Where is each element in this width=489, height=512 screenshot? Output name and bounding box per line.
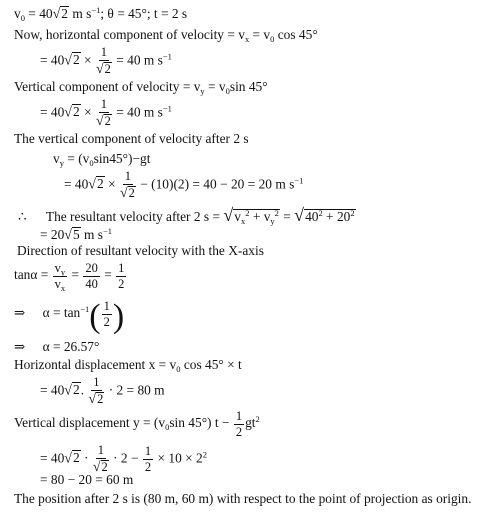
fraction: $\frac{1}{√2}$ bbox=[88, 375, 104, 407]
vertical-after-2s-heading: The vertical component of velocity after 2 s bbox=[14, 131, 249, 146]
direction-heading: Direction of resultant velocity with the X-axis bbox=[17, 243, 264, 258]
vertical-component-calc: = 40√2 × $\frac{1}{√2}$ = 40 m $s^{-1}$ bbox=[40, 97, 172, 129]
horizontal-component-line: Now, horizontal component of velocity = $v_x = v_0$ cos 45° bbox=[14, 27, 318, 44]
resultant-velocity-line: ∴ The resultant velocity after 2 $s = √v_x^2 + v_y^2 = √40^2 + 20^2$ bbox=[18, 205, 355, 226]
fraction: $\frac{1}{√2}$ bbox=[95, 45, 111, 77]
horizontal-displacement-calc: = 40√2. $\frac{1}{√2}$ · 2 = 80 m bbox=[40, 375, 165, 407]
implies-arrow: ⇒ bbox=[14, 305, 26, 321]
fraction: $\frac{1}{√2}$ bbox=[119, 169, 135, 201]
alpha-value-line: ⇒ α = 26.57° bbox=[14, 339, 100, 354]
vy-formula: $v_y = (v_0\sin 45^\circ)-gt$ bbox=[53, 151, 151, 168]
fraction: $\frac{1}{√2}$ bbox=[92, 443, 108, 475]
tan-alpha-line: tanα = $\frac{v_y}{v_x}$ = $\frac{20}{40}$ = $\frac{1}{2}$ bbox=[14, 261, 125, 293]
vy-calc: = 40√2 × $\frac{1}{√2}$ − (10)(2) = 40 − 20 = 20 m $s^{-1}$ bbox=[64, 169, 304, 201]
conclusion-line: The position after 2 s is (80 m, 60 m) with respect to the point of projection as origin. bbox=[14, 491, 472, 506]
horizontal-displacement-line: Horizontal displacement $x = v_0$ cos 45° × t bbox=[14, 357, 242, 374]
implies-arrow: ⇒ bbox=[14, 339, 26, 354]
vertical-displacement-value: = 80 − 20 = 60 m bbox=[40, 472, 134, 487]
therefore-symbol: ∴ bbox=[18, 209, 27, 224]
fraction: $\frac{v_y}{v_x}$ bbox=[54, 261, 66, 293]
fraction: $\frac{20}{40}$ bbox=[85, 261, 98, 291]
vertical-displacement-calc: = 40√2 · $\frac{1}{√2}$ · 2 − $\frac{1}{2}$ × $10 \times 2^2$ bbox=[40, 443, 207, 475]
alpha-arctan-line: ⇒ $\alpha = \tan^{-1}$( $\frac{1}{2}$ ) bbox=[14, 298, 125, 336]
horizontal-component-calc: = 40√2 × $\frac{1}{√2}$ = 40 m $s^{-1}$ bbox=[40, 45, 172, 77]
fraction: $\frac{1}{2}$ bbox=[144, 444, 152, 474]
fraction: $\frac{1}{2}$ bbox=[235, 409, 243, 439]
given-values-line: $v_0 = 40√2$ m $s^{-1}$; θ = 45°; t = 2 s bbox=[14, 5, 188, 23]
resultant-velocity-value: = 20√5 m $s^{-1}$ bbox=[40, 226, 113, 243]
fraction: $\frac{1}{2}$ bbox=[118, 261, 125, 291]
fraction: $\frac{1}{2}$ bbox=[103, 299, 110, 329]
vertical-component-line: Vertical component of velocity = $v_y = v_0\sin$ 45° bbox=[14, 79, 268, 96]
fraction: $\frac{1}{√2}$ bbox=[95, 97, 111, 129]
vertical-displacement-line: Vertical displacement $y = (v_0\sin$ 45°) t − $\frac{1}{2}$ $gt^2$ bbox=[14, 409, 260, 439]
